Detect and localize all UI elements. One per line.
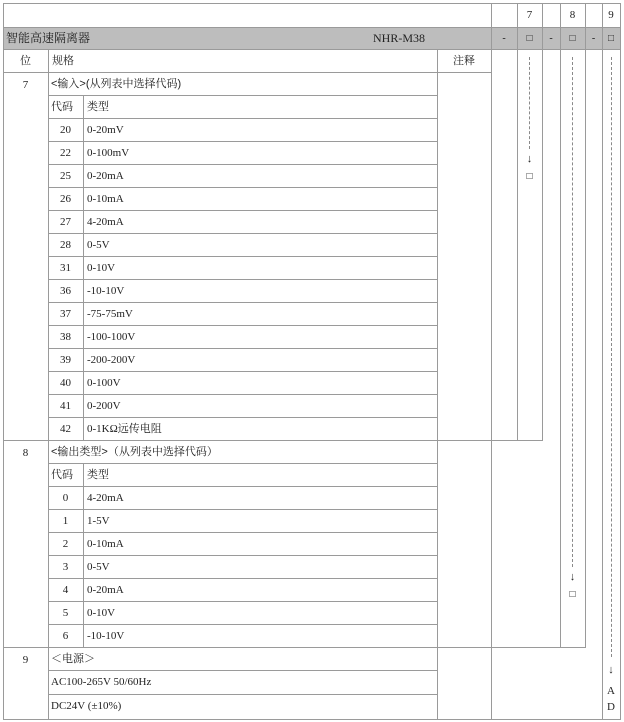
- section-title: <输出类型>（从列表中选择代码）: [51, 446, 218, 458]
- section-title: ＜电源＞: [51, 653, 95, 665]
- type-cell: 0-10V: [87, 262, 116, 274]
- type-cell: 1-5V: [87, 515, 110, 527]
- grid-line: [560, 49, 561, 648]
- code-cell: 0: [62, 492, 69, 504]
- grid-line: [3, 3, 4, 720]
- section-divider: [3, 440, 492, 441]
- type-cell: 4-20mA: [87, 492, 124, 504]
- row-line: [48, 164, 438, 165]
- grid-line: [620, 3, 621, 720]
- row-line: [48, 210, 438, 211]
- code-cell: 4: [62, 584, 69, 596]
- code-cell: 39: [60, 354, 71, 366]
- row-line: [48, 187, 438, 188]
- code-slot: □: [607, 33, 615, 44]
- type-cell: 0-10mA: [87, 538, 124, 550]
- row-line: [48, 371, 438, 372]
- type-cell: 0-20mV: [87, 124, 124, 136]
- checkbox-icon: □: [526, 171, 533, 182]
- code-cell: 37: [60, 308, 71, 320]
- type-cell: -75-75mV: [87, 308, 133, 320]
- column-number: 8: [569, 9, 576, 21]
- type-cell: 0-100V: [87, 377, 121, 389]
- type-cell: 0-20mA: [87, 170, 124, 182]
- row-line: [48, 348, 438, 349]
- grid-line: [491, 440, 543, 441]
- row-line: [48, 670, 438, 671]
- grid-line: [585, 49, 586, 648]
- row-line: [48, 302, 438, 303]
- code-cell: 40: [60, 377, 71, 389]
- grid-line: [491, 49, 492, 720]
- row-line: [48, 463, 438, 464]
- row-line: [48, 256, 438, 257]
- row-line: [48, 141, 438, 142]
- grid-line: [491, 647, 586, 648]
- column-number: 7: [526, 9, 533, 21]
- table-bottom: [3, 719, 621, 720]
- code-slot: □: [526, 33, 533, 44]
- code-header: 代码: [51, 469, 73, 481]
- power-code-dc: D: [607, 701, 615, 713]
- grid-line: [3, 49, 621, 50]
- code-header: 代码: [51, 101, 73, 113]
- row-line: [48, 486, 438, 487]
- type-cell: 0-20mA: [87, 584, 124, 596]
- type-cell: 0-1KΩ远传电阻: [87, 423, 162, 435]
- code-cell: 26: [60, 193, 71, 205]
- power-code-ac: A: [607, 685, 615, 697]
- grid-line: [3, 27, 621, 28]
- column-number: 9: [608, 9, 614, 21]
- code-cell: 2: [62, 538, 69, 550]
- grid-line: [542, 49, 543, 441]
- type-cell: -10-10V: [87, 285, 125, 297]
- grid-line: [83, 95, 84, 441]
- row-line: [48, 279, 438, 280]
- type-cell: 0-5V: [87, 561, 110, 573]
- grid-line: [3, 3, 621, 4]
- column-header-note: 注释: [453, 55, 475, 67]
- code-cell: 1: [62, 515, 69, 527]
- section-position: 7: [22, 79, 29, 91]
- row-line: [48, 325, 438, 326]
- row-line: [48, 118, 438, 119]
- type-cell: 0-10V: [87, 607, 116, 619]
- type-cell: 4-20mA: [87, 216, 124, 228]
- code-cell: 5: [62, 607, 69, 619]
- row-line: [48, 95, 438, 96]
- type-cell: 0-10mA: [87, 193, 124, 205]
- grid-line: [542, 3, 543, 28]
- grid-line: [437, 49, 438, 720]
- checkbox-icon: □: [569, 589, 576, 600]
- code-cell: 42: [60, 423, 71, 435]
- power-option: DC24V (±10%): [51, 700, 122, 712]
- code-cell: 36: [60, 285, 71, 297]
- type-cell: 0-100mV: [87, 147, 130, 159]
- section-position: 8: [22, 447, 29, 459]
- code-cell: 28: [60, 239, 71, 251]
- row-line: [48, 555, 438, 556]
- column-header-spec: 规格: [52, 55, 74, 67]
- type-cell: -200-200V: [87, 354, 136, 366]
- section-divider: [3, 647, 492, 648]
- code-slot: -: [591, 33, 596, 44]
- row-line: [48, 624, 438, 625]
- type-header: 类型: [87, 469, 109, 481]
- type-cell: -100-100V: [87, 331, 136, 343]
- power-option: AC100-265V 50/60Hz: [51, 676, 152, 688]
- type-cell: 0-200V: [87, 400, 121, 412]
- selection-guide-line: [529, 57, 530, 149]
- grid-line: [491, 3, 492, 28]
- row-line: [48, 532, 438, 533]
- code-slot: -: [502, 33, 506, 44]
- arrow-icon: ↓: [608, 664, 614, 676]
- column-header-position: 位: [20, 55, 31, 67]
- row-line: [48, 601, 438, 602]
- row-line: [48, 233, 438, 234]
- section-title: <输入>(从列表中选择代码): [51, 78, 182, 90]
- type-header: 类型: [87, 101, 109, 113]
- code-cell: 20: [60, 124, 71, 136]
- code-cell: 25: [60, 170, 71, 182]
- grid-line: [83, 463, 84, 648]
- code-cell: 41: [60, 400, 71, 412]
- row-line: [48, 694, 438, 695]
- grid-line: [585, 3, 586, 28]
- product-title: 智能高速隔离器: [6, 31, 91, 45]
- code-cell: 31: [60, 262, 71, 274]
- row-line: [48, 509, 438, 510]
- code-cell: 27: [60, 216, 71, 228]
- code-slot: -: [549, 33, 553, 44]
- row-line: [48, 578, 438, 579]
- grid-line: [602, 49, 603, 720]
- type-cell: 0-5V: [87, 239, 110, 251]
- selection-guide-line: [572, 57, 573, 567]
- code-cell: 22: [60, 147, 71, 159]
- section-position: 9: [22, 654, 29, 666]
- grid-line: [3, 72, 492, 73]
- code-slot: □: [569, 33, 576, 44]
- row-line: [48, 417, 438, 418]
- grid-line: [517, 49, 518, 441]
- product-model: NHR-M38: [373, 31, 426, 45]
- type-cell: -10-10V: [87, 630, 125, 642]
- code-cell: 6: [62, 630, 69, 642]
- arrow-icon: ↓: [569, 571, 576, 583]
- code-cell: 38: [60, 331, 71, 343]
- row-line: [48, 394, 438, 395]
- arrow-icon: ↓: [526, 153, 533, 165]
- selection-guide-line: [611, 57, 612, 657]
- code-cell: 3: [62, 561, 69, 573]
